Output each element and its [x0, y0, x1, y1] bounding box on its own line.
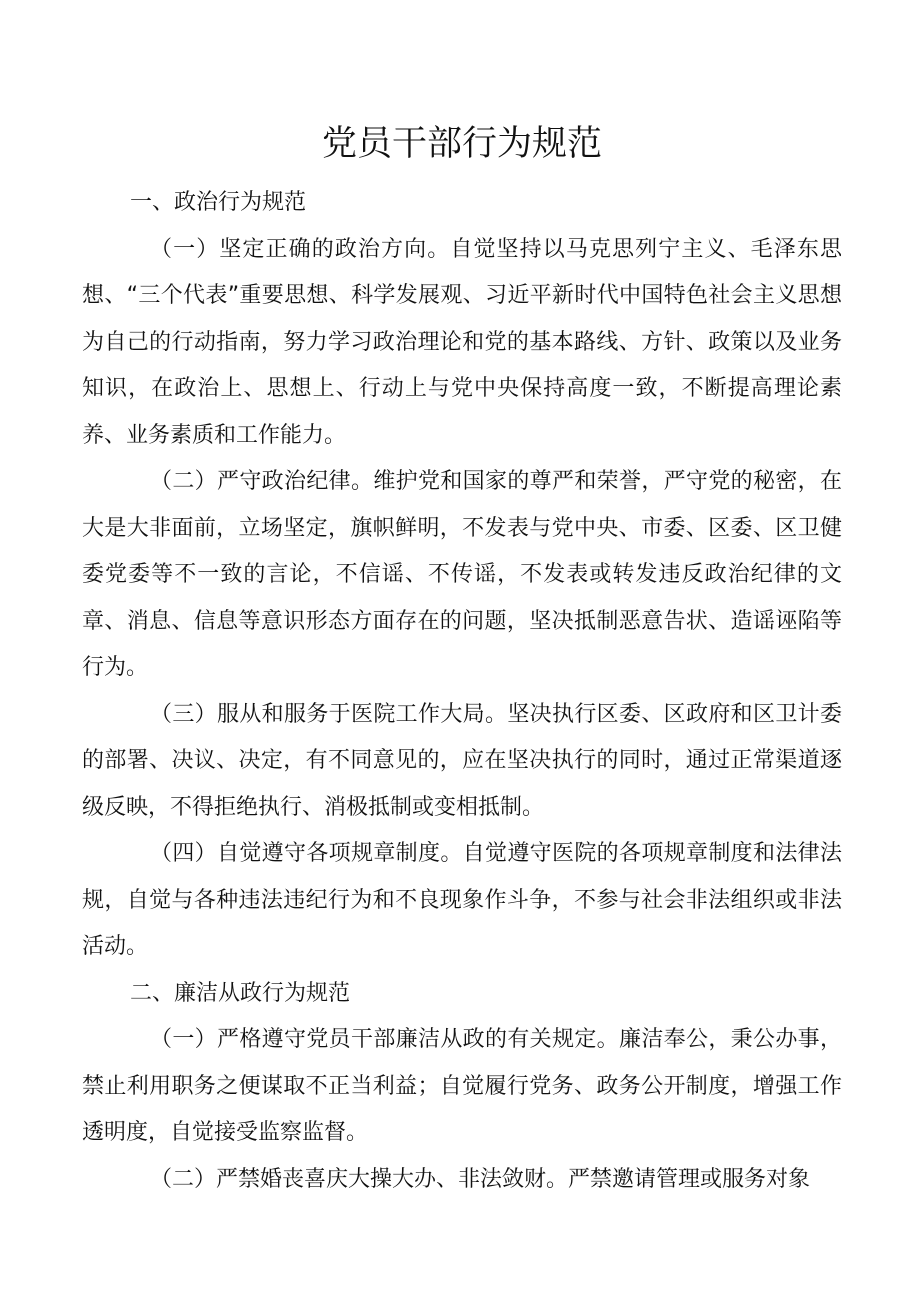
- paragraph: （一）坚定正确的政治方向。自觉坚持以马克思列宁主义、毛泽东思想、“三个代表”重要思想、科学发展观、习近平新时代中国特色社会主义思想为自己的行动指南，努力学习政治理论和党的基本路线、方针、政策以及业务知识，在政治上、思想上、行动上与党中央保持高度一致，不断提高理论素养、业务素质和工作能力。: [82, 236, 842, 448]
- section-heading: 二、廉洁从政行为规范: [130, 980, 351, 1006]
- paragraph: （三）服从和服务于医院工作大局。坚决执行区委、区政府和区卫计委的部署、决议、决定，有不同意见的，应在坚决执行的同时，通过正常渠道逐级反映，不得拒绝执行、消极抵制或变相抵制。: [82, 701, 842, 820]
- paragraph: （一）严格遵守党员干部廉洁从政的有关规定。廉洁奉公，秉公办事，禁止利用职务之便谋取不正当利益；自觉履行党务、政务公开制度，增强工作透明度，自觉接受监察监督。: [82, 1027, 842, 1145]
- document-title: 党员干部行为规范: [321, 124, 602, 164]
- section-integrity: [82, 971, 842, 1204]
- paragraph: （二）严守政治纪律。维护党和国家的尊严和荣誉，严守党的秘密，在大是大非面前，立场坚定，旗帜鲜明，不发表与党中央、市委、区委、区卫健委党委等不一致的言论，不信谣、不传谣，不发表或转发违反政治纪律的文章、消息、信息等意识形态方面存在的问题，坚决抵制恶意告状、造谣诬陷等行为。: [82, 469, 842, 680]
- paragraph: （二）严禁婚丧喜庆大操大办、非法敛财。严禁邀请管理或服务对象: [150, 1166, 811, 1192]
- paragraph: （四）自觉遵守各项规章制度。自觉遵守医院的各项规章制度和法律法规，自觉与各种违法违纪行为和不良现象作斗争，不参与社会非法组织或非法活动。: [82, 841, 842, 959]
- document-body: [82, 118, 842, 1203]
- section-political: [82, 180, 842, 971]
- section-heading: 一、政治行为规范: [130, 190, 307, 215]
